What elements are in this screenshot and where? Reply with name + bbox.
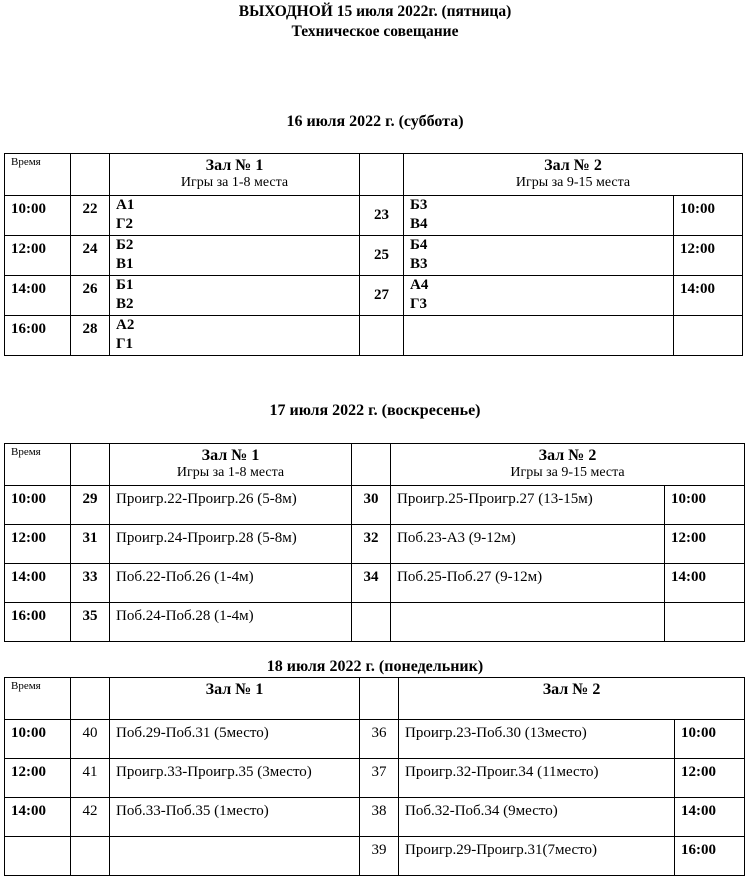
hall1-header xyxy=(110,154,360,196)
hall2-subtitle: Игры за 9-15 места xyxy=(515,175,631,190)
time-cell: 12:00 xyxy=(675,759,745,798)
matchup-cell: Проигр.29-Проигр.31(7место) xyxy=(399,837,675,876)
team-a: Б4 xyxy=(410,237,428,253)
time-cell: 14:00 xyxy=(5,564,71,603)
game-number: 37 xyxy=(360,759,399,798)
team-a: А1 xyxy=(116,197,135,213)
table-header-row xyxy=(5,154,743,196)
game-number: 28 xyxy=(71,316,110,356)
hall2-subtitle: Игры за 9-15 места xyxy=(510,465,625,480)
time-cell: 12:00 xyxy=(5,759,71,798)
game-number: 39 xyxy=(360,837,399,876)
game-number: 26 xyxy=(71,276,110,316)
time-cell xyxy=(5,837,71,876)
game-number: 35 xyxy=(71,603,110,642)
team-a: Б2 xyxy=(116,237,134,253)
day2-schedule-table xyxy=(4,443,745,642)
team-b: В4 xyxy=(410,216,428,232)
empty-cell xyxy=(391,603,665,642)
game-number: 36 xyxy=(360,720,399,759)
game-number: 24 xyxy=(71,236,110,276)
empty-cell xyxy=(665,603,745,642)
header-title: ВЫХОДНОЙ 15 июля 2022г. (пятница) xyxy=(238,3,512,20)
matchup-cell xyxy=(404,236,674,276)
matchup-cell xyxy=(110,276,360,316)
team-b: Г1 xyxy=(116,336,134,352)
empty-cell xyxy=(352,603,391,642)
team-a: Б3 xyxy=(410,197,428,213)
hall1-header xyxy=(110,678,360,720)
time-cell: 12:00 xyxy=(5,236,71,276)
matchup-cell: Поб.25-Поб.27 (9-12м) xyxy=(391,564,665,603)
team-b: В1 xyxy=(116,256,134,272)
header-subtitle: Техническое совещание xyxy=(291,23,459,40)
table-row xyxy=(5,837,745,876)
matchup-cell xyxy=(110,837,360,876)
time-cell: 12:00 xyxy=(674,236,743,276)
game-number: 32 xyxy=(352,525,391,564)
team-b: Г3 xyxy=(410,296,428,312)
matchup-cell xyxy=(404,196,674,236)
game-number: 38 xyxy=(360,798,399,837)
empty-cell xyxy=(674,316,743,356)
empty-cell xyxy=(71,154,110,196)
table-row xyxy=(5,236,743,276)
matchup-cell: Проигр.22-Проигр.26 (5-8м) xyxy=(110,486,352,525)
hall2-header xyxy=(399,678,745,720)
game-number xyxy=(71,837,110,876)
empty-cell xyxy=(360,678,399,720)
matchup-cell xyxy=(110,196,360,236)
matchup-cell: Поб.33-Поб.35 (1место) xyxy=(110,798,360,837)
game-number: 42 xyxy=(71,798,110,837)
hall1-name: Зал № 1 xyxy=(205,157,264,174)
table-row xyxy=(5,564,745,603)
time-column-header: Время xyxy=(5,154,71,196)
table-row xyxy=(5,486,745,525)
hall2-header xyxy=(391,444,745,486)
matchup-cell: Поб.29-Поб.31 (5место) xyxy=(110,720,360,759)
time-cell: 12:00 xyxy=(665,525,745,564)
game-number: 30 xyxy=(352,486,391,525)
game-number: 34 xyxy=(352,564,391,603)
matchup-cell: Поб.22-Поб.26 (1-4м) xyxy=(110,564,352,603)
time-cell: 10:00 xyxy=(675,720,745,759)
time-cell: 14:00 xyxy=(674,276,743,316)
game-number: 33 xyxy=(71,564,110,603)
team-a: Б1 xyxy=(116,277,134,293)
game-number: 23 xyxy=(360,196,404,236)
hall2-name: Зал № 2 xyxy=(544,157,602,174)
matchup-cell xyxy=(110,236,360,276)
empty-cell xyxy=(71,444,110,486)
empty-cell xyxy=(360,316,404,356)
game-number: 41 xyxy=(71,759,110,798)
empty-cell xyxy=(360,154,404,196)
hall1-name: Зал № 1 xyxy=(201,447,260,464)
team-a: А4 xyxy=(410,277,429,293)
matchup-cell: Проигр.33-Проигр.35 (3место) xyxy=(110,759,360,798)
empty-cell xyxy=(352,444,391,486)
matchup-cell: Поб.24-Поб.28 (1-4м) xyxy=(110,603,352,642)
team-a: А2 xyxy=(116,317,135,333)
game-number: 31 xyxy=(71,525,110,564)
game-number: 22 xyxy=(71,196,110,236)
time-cell: 14:00 xyxy=(5,276,71,316)
time-cell: 10:00 xyxy=(5,486,71,525)
matchup-cell: Проигр.23-Поб.30 (13место) xyxy=(399,720,675,759)
day3-title: 18 июля 2022 г. (понедельник) xyxy=(266,658,484,675)
table-header-row xyxy=(5,678,745,720)
time-cell: 14:00 xyxy=(665,564,745,603)
hall1-subtitle: Игры за 1-8 места xyxy=(180,175,289,190)
matchup-cell: Проигр.32-Проиг.34 (11место) xyxy=(399,759,675,798)
day1-schedule-table xyxy=(4,153,743,356)
time-cell: 10:00 xyxy=(5,196,71,236)
matchup-cell: Проигр.24-Проигр.28 (5-8м) xyxy=(110,525,352,564)
hall1-name: Зал № 1 xyxy=(205,681,264,698)
time-cell: 10:00 xyxy=(665,486,745,525)
table-row xyxy=(5,196,743,236)
game-number: 27 xyxy=(360,276,404,316)
time-cell: 14:00 xyxy=(5,798,71,837)
hall2-name: Зал № 2 xyxy=(542,681,601,698)
day3-schedule-table xyxy=(4,677,745,876)
team-b: Г2 xyxy=(116,216,134,232)
hall2-header xyxy=(404,154,743,196)
matchup-cell xyxy=(404,276,674,316)
day1-title: 16 июля 2022 г. (суббота) xyxy=(286,113,464,130)
table-row xyxy=(5,276,743,316)
game-number: 29 xyxy=(71,486,110,525)
time-cell: 16:00 xyxy=(675,837,745,876)
matchup-cell xyxy=(110,316,360,356)
time-cell: 12:00 xyxy=(5,525,71,564)
team-b: В3 xyxy=(410,256,428,272)
matchup-cell: Проигр.25-Проигр.27 (13-15м) xyxy=(391,486,665,525)
hall2-name: Зал № 2 xyxy=(538,447,597,464)
table-row xyxy=(5,798,745,837)
time-cell: 10:00 xyxy=(674,196,743,236)
table-row xyxy=(5,603,745,642)
table-row xyxy=(5,720,745,759)
table-row xyxy=(5,525,745,564)
table-row xyxy=(5,759,745,798)
time-cell: 14:00 xyxy=(675,798,745,837)
team-b: В2 xyxy=(116,296,134,312)
matchup-cell: Поб.23-А3 (9-12м) xyxy=(391,525,665,564)
time-column-header: Время xyxy=(5,444,71,486)
day2-title: 17 июля 2022 г. (воскресенье) xyxy=(269,402,481,419)
table-header-row xyxy=(5,444,745,486)
time-column-header: Время xyxy=(5,678,71,720)
empty-cell xyxy=(404,316,674,356)
hall1-subtitle: Игры за 1-8 места xyxy=(176,465,285,480)
time-cell: 16:00 xyxy=(5,603,71,642)
empty-cell xyxy=(71,678,110,720)
game-number: 25 xyxy=(360,236,404,276)
game-number: 40 xyxy=(71,720,110,759)
time-cell: 10:00 xyxy=(5,720,71,759)
time-cell: 16:00 xyxy=(5,316,71,356)
matchup-cell: Поб.32-Поб.34 (9место) xyxy=(399,798,675,837)
hall1-header xyxy=(110,444,352,486)
table-row xyxy=(5,316,743,356)
